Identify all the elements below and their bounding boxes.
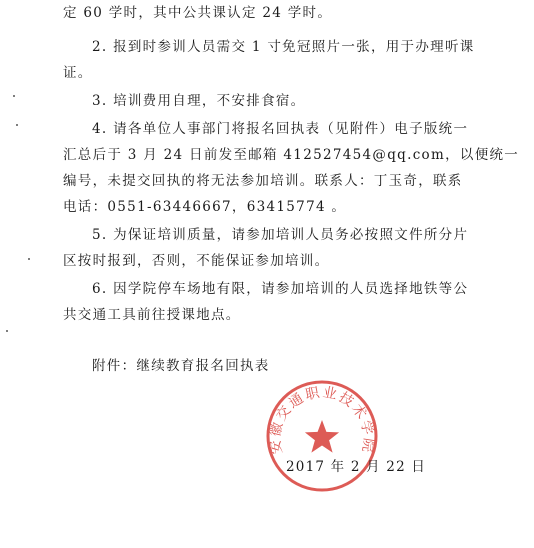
body-line-2: 2. 报到时参训人员需交 1 寸免冠照片一张，用于办理听课: [92, 39, 475, 55]
body-line-10: 区按时报到，否则，不能保证参加培训。: [63, 253, 330, 269]
star-icon: [305, 420, 339, 453]
body-line-7: 编号，未提交回执的将无法参加培训。联系人：丁玉奇，联系: [63, 173, 463, 189]
body-line-3: 证。: [63, 65, 93, 81]
scan-speck: [16, 124, 18, 126]
body-line-12: 共交通工具前往授课地点。: [63, 307, 241, 323]
scan-speck: [28, 258, 30, 260]
body-line-1: 定 60 学时，其中公共课认定 24 学时。: [63, 5, 333, 21]
attachment-line: 附件：继续教育报名回执表: [92, 358, 270, 374]
official-seal: [264, 378, 380, 494]
body-line-6: 汇总后于 3 月 24 日前发至邮箱 412527454@qq.com，以便统一: [63, 147, 520, 163]
body-line-4: 3. 培训费用自理，不安排食宿。: [92, 93, 306, 109]
seal-text: 安徽交通职业技术学院: [267, 384, 377, 456]
scan-speck: [13, 95, 15, 97]
body-line-11: 6. 因学院停车场地有限，请参加培训的人员选择地铁等公: [92, 281, 469, 297]
document-date: 2017 年 2 月 22 日: [286, 459, 427, 475]
body-line-5: 4. 请各单位人事部门将报名回执表（见附件）电子版统一: [92, 121, 469, 137]
body-line-8: 电话：0551-63446667，63415774 。: [63, 199, 347, 215]
scan-speck: [6, 330, 8, 332]
body-line-9: 5. 为保证培训质量，请参加培训人员务必按照文件所分片: [92, 227, 469, 243]
